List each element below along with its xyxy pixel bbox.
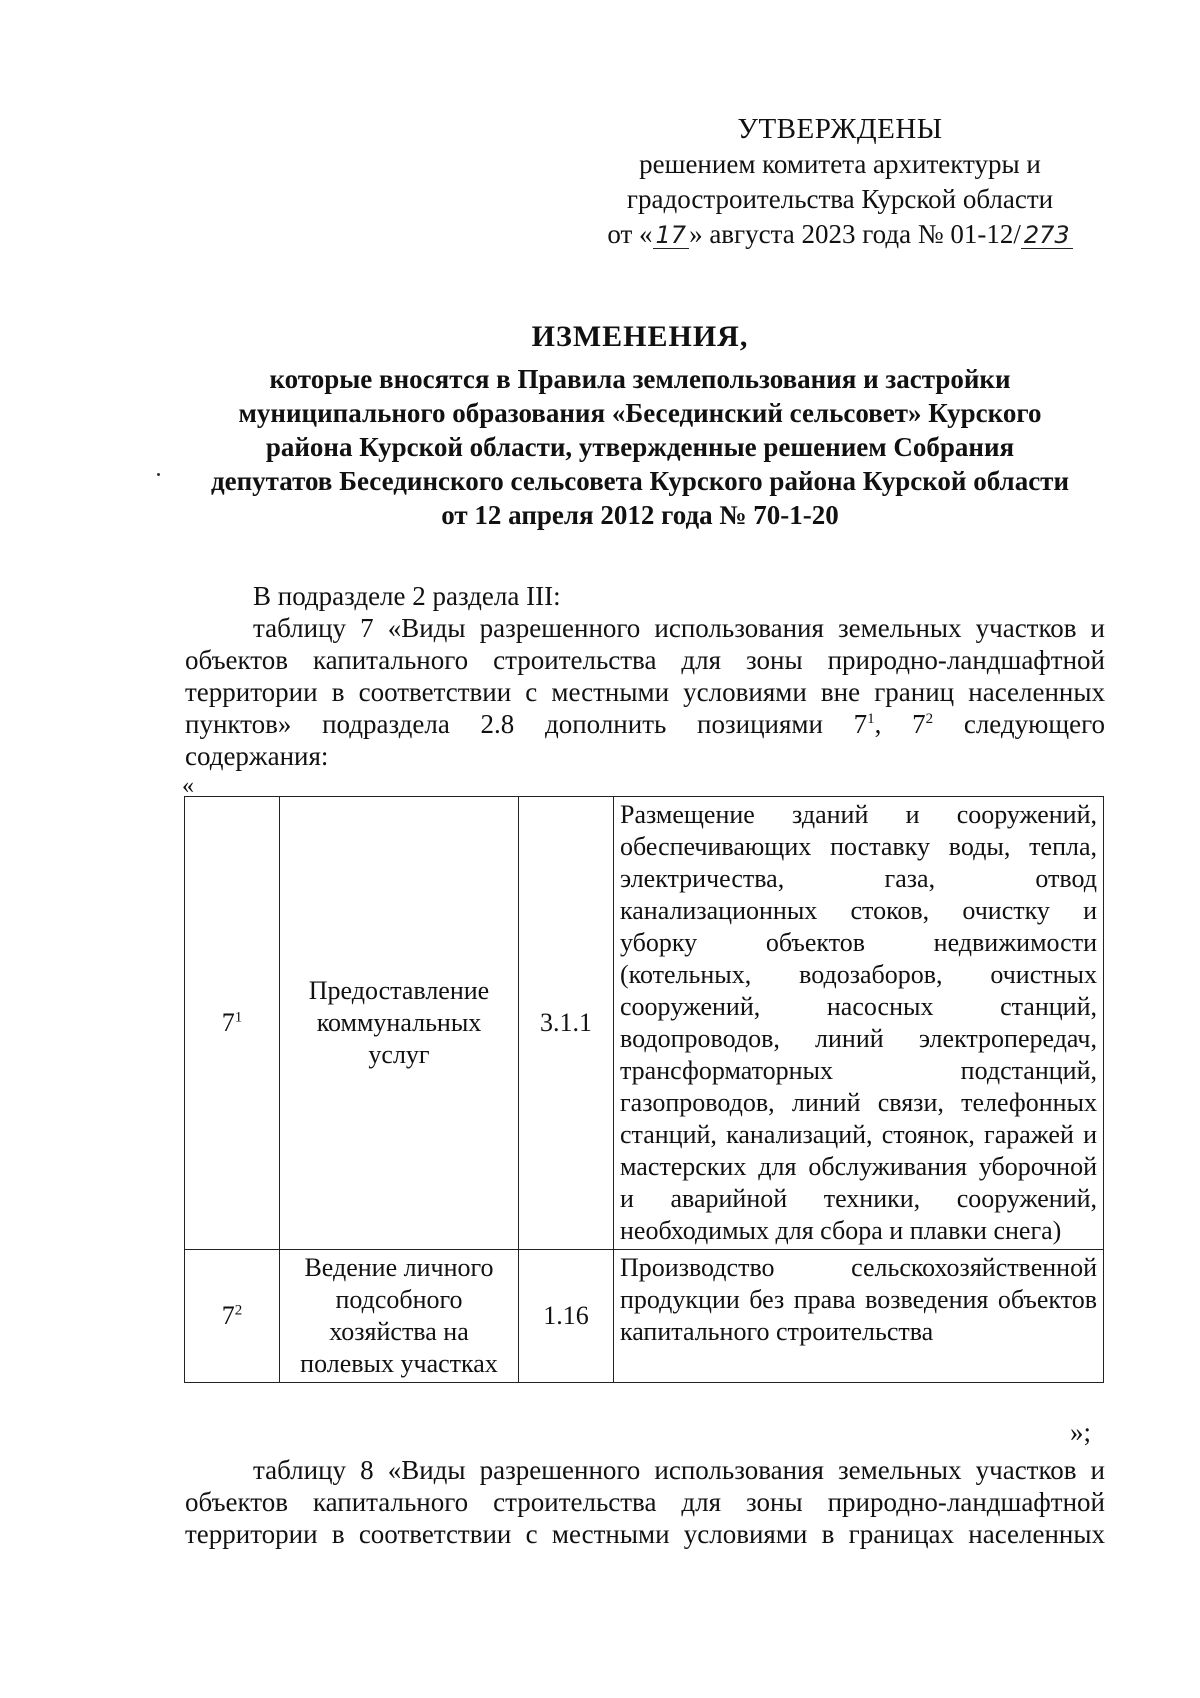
subtitle-line-3: района Курской области, утвержденные решением Собрания [265,432,1015,462]
subtitle-line-5: от 12 апреля 2012 года № 70-1-20 [441,500,839,530]
paragraph-table-7 [185,612,1105,740]
row-name-cell: Ведение личного подсобного хозяйства на полевых участках [280,1250,519,1383]
row-number-sup: 1 [234,1009,243,1026]
row-number: 7 [221,1008,235,1037]
row-code-cell: 1.16 [519,1250,614,1383]
positions-table [184,796,1104,1383]
row-number-cell [185,1250,280,1383]
approval-line-region: градостроительства Курской области [626,184,1054,214]
approval-line-authority: решением комитета архитектуры и [639,149,1041,179]
subtitle-line-4: депутатов Бесединского сельсовета Курского района Курской области [210,466,1069,496]
position-separator: , 7 [874,709,926,739]
approval-date-prefix: от « [607,219,653,249]
subtitle-line-2: муниципального образования «Бесединский сельсовет» Курского [238,398,1042,428]
title-block [160,318,1120,532]
approval-date-middle: » августа 2023 года № 01-12/ [689,219,1021,249]
row-number-cell [185,797,280,1250]
document-title: ИЗМЕНЕНИЯ, [531,320,749,353]
row-description-cell: Производство сельскохозяйственной продукции без права возведения объектов капитального строительства [614,1250,1104,1383]
approval-date-line [560,217,1120,252]
row-description-cell: Размещение зданий и сооружений, обеспечивающих поставку воды, тепла, электричества, газа, отвод канализационных стоков, очистку и уборку объектов недвижимости (котельных, водозаборов, очистных сооружений, насосных станций, водопроводов, линий электропередач, трансформаторных подстанций, газопроводов, линий связи, телефонных станций, канализаций, стоянок, гаражей и мастерских для обслуживания уборочной и аварийной техники, сооружений, необходимых для сбора и плавки снега) [614,797,1104,1250]
row-name-cell: Предоставление коммунальных услуг [280,797,519,1250]
row-code-cell: 3.1.1 [519,797,614,1250]
row-number-sup: 2 [234,1302,243,1319]
table-row [185,1250,1104,1383]
paragraph-table-7-end: следующего [933,709,1106,739]
approval-block [560,112,1120,252]
subtitle-line-1: которые вносятся в Правила землепользования и застройки [269,364,1011,394]
paragraph-subsection: В подразделе 2 раздела III: [253,581,561,611]
row-number: 7 [221,1301,235,1330]
approval-heading: УТВЕРЖДЕНЫ [737,113,943,145]
quote-close-mark: »; [1070,1417,1092,1447]
position-sup-2: 2 [925,711,934,727]
handwritten-decision-number: 273 [1021,222,1073,249]
position-sup-1: 1 [867,711,875,727]
quote-open-mark: « [182,773,194,799]
paragraph-table-8: таблицу 8 «Виды разрешенного использования земельных участков и объектов капитального строительства для зоны природно-ландшафтной территории в соответствии с местными условиями в границах населенных [185,1455,1105,1549]
paragraph-table-7-text: таблицу 7 «Виды разрешенного использования земельных участков и объектов капитального строительства для зоны природно-ландшафтной территории в соответствии с местными условиями вне границ населенных пунктов» подраздела 2.8 дополнить позициями 7 [185,613,1105,739]
handwritten-day: 17 [653,222,690,249]
table-row [185,797,1104,1250]
scan-speck [157,473,160,476]
paragraph-content-word: содержания: [185,741,329,771]
